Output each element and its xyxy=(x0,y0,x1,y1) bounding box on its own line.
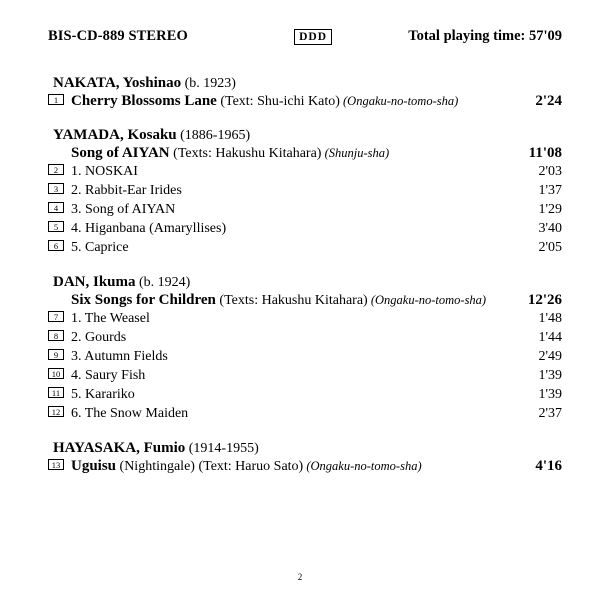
track-title xyxy=(71,311,504,327)
track-number xyxy=(48,144,64,155)
track-number xyxy=(48,291,64,302)
track-title-text: 5. Karariko xyxy=(71,387,135,402)
composer-heading xyxy=(48,274,562,291)
track-row xyxy=(48,182,562,201)
track-number: 12 xyxy=(48,406,64,417)
track-title xyxy=(71,164,504,180)
track-duration: 11'08 xyxy=(528,145,562,161)
track-title xyxy=(71,183,504,199)
track-row xyxy=(48,348,562,367)
track-row xyxy=(48,220,562,239)
page-header xyxy=(48,28,562,45)
track-title xyxy=(71,368,504,384)
track-title-text: 2. Gourds xyxy=(71,330,127,345)
composer-section xyxy=(48,127,562,258)
track-title xyxy=(71,202,504,218)
track-title-text: 3. Autumn Fields xyxy=(71,349,168,364)
track-title xyxy=(71,221,504,237)
track-duration: 3'40 xyxy=(538,221,562,236)
track-duration: 2'03 xyxy=(538,164,562,179)
ddd-badge: DDD xyxy=(294,29,332,45)
track-row xyxy=(48,310,562,329)
track-row xyxy=(48,329,562,348)
track-duration: 2'24 xyxy=(535,93,562,109)
track-subtitle: (Texts: Hakushu Kitahara) xyxy=(169,146,322,161)
track-publisher: (Ongaku-no-tomo-sha) xyxy=(367,293,487,307)
track-title-text: Cherry Blossoms Lane xyxy=(71,93,217,109)
track-number: 6 xyxy=(48,240,64,251)
page-number: 2 xyxy=(297,572,303,582)
track-number: 1 xyxy=(48,94,64,105)
track-row xyxy=(48,367,562,386)
track-title-text: Song of AIYAN xyxy=(71,145,170,161)
track-row xyxy=(48,386,562,405)
track-title-text: 1. NOSKAI xyxy=(71,164,138,179)
catalogue-number: BIS-CD-889 STEREO xyxy=(48,28,188,44)
track-duration: 2'37 xyxy=(538,406,562,421)
track-duration: 1'44 xyxy=(538,330,562,345)
track-number: 8 xyxy=(48,330,64,341)
track-duration: 1'29 xyxy=(538,202,562,217)
recording-code-box xyxy=(294,28,332,45)
track-row xyxy=(48,144,562,163)
track-number: 11 xyxy=(48,387,64,398)
composer-heading xyxy=(48,440,562,457)
track-title xyxy=(71,145,504,162)
track-title xyxy=(71,406,504,422)
track-duration: 2'05 xyxy=(538,240,562,255)
composer-name: DAN, Ikuma xyxy=(53,274,136,290)
track-row xyxy=(48,291,562,310)
track-title xyxy=(71,458,504,475)
composer-dates: (1914-1955) xyxy=(185,441,259,456)
track-title-text: 3. Song of AIYAN xyxy=(71,202,176,217)
track-publisher: (Ongaku-no-tomo-sha) xyxy=(303,459,422,473)
track-listing xyxy=(48,75,562,476)
track-duration: 1'39 xyxy=(538,368,562,383)
track-row xyxy=(48,405,562,424)
track-publisher: (Shunju-sha) xyxy=(321,146,390,160)
track-subtitle: (Texts: Hakushu Kitahara) xyxy=(215,293,368,308)
track-title xyxy=(71,93,504,110)
track-number: 10 xyxy=(48,368,64,379)
track-row xyxy=(48,201,562,220)
track-row xyxy=(48,457,562,476)
track-duration: 2'49 xyxy=(538,349,562,364)
track-title xyxy=(71,240,504,256)
track-row xyxy=(48,92,562,111)
composer-heading xyxy=(48,75,562,92)
composer-name: YAMADA, Kosaku xyxy=(53,127,177,143)
track-duration: 12'26 xyxy=(527,292,562,308)
composer-heading xyxy=(48,127,562,144)
track-number: 2 xyxy=(48,164,64,175)
track-subtitle: (Nightingale) (Text: Haruo Sato) xyxy=(116,459,304,474)
track-title xyxy=(71,292,504,309)
composer-section xyxy=(48,274,562,424)
track-row xyxy=(48,239,562,258)
track-number: 4 xyxy=(48,202,64,213)
track-title xyxy=(71,349,504,365)
track-number: 3 xyxy=(48,183,64,194)
track-duration: 1'39 xyxy=(538,387,562,402)
track-title-text: Six Songs for Children xyxy=(71,292,216,308)
track-number: 9 xyxy=(48,349,64,360)
composer-name: NAKATA, Yoshinao xyxy=(53,75,182,91)
track-title-text: 1. The Weasel xyxy=(71,311,150,326)
track-title xyxy=(71,387,504,403)
track-title-text: 5. Caprice xyxy=(71,240,129,255)
track-row xyxy=(48,163,562,182)
composer-dates: (1886-1965) xyxy=(176,128,251,143)
track-title xyxy=(71,330,504,346)
track-publisher: (Ongaku-no-tomo-sha) xyxy=(339,94,459,108)
track-title-text: 4. Higanbana (Amaryllises) xyxy=(71,221,227,236)
track-duration: 1'37 xyxy=(538,183,562,198)
track-number: 5 xyxy=(48,221,64,232)
track-number: 7 xyxy=(48,311,64,322)
composer-dates: (b. 1924) xyxy=(135,275,191,290)
track-number: 13 xyxy=(48,459,64,470)
track-title-text: 4. Saury Fish xyxy=(71,368,146,383)
track-title-text: 2. Rabbit-Ear Irides xyxy=(71,183,182,198)
composer-name: HAYASAKA, Fumio xyxy=(53,440,186,456)
track-duration: 1'48 xyxy=(538,311,562,326)
composer-section xyxy=(48,440,562,476)
track-subtitle: (Text: Shu-ichi Kato) xyxy=(216,94,340,109)
track-duration: 4'16 xyxy=(535,458,562,474)
total-playing-time: Total playing time: 57'09 xyxy=(408,28,562,44)
track-title-text: Uguisu xyxy=(71,458,117,474)
composer-dates: (b. 1923) xyxy=(181,76,236,91)
track-title-text: 6. The Snow Maiden xyxy=(71,406,189,421)
composer-section xyxy=(48,75,562,111)
